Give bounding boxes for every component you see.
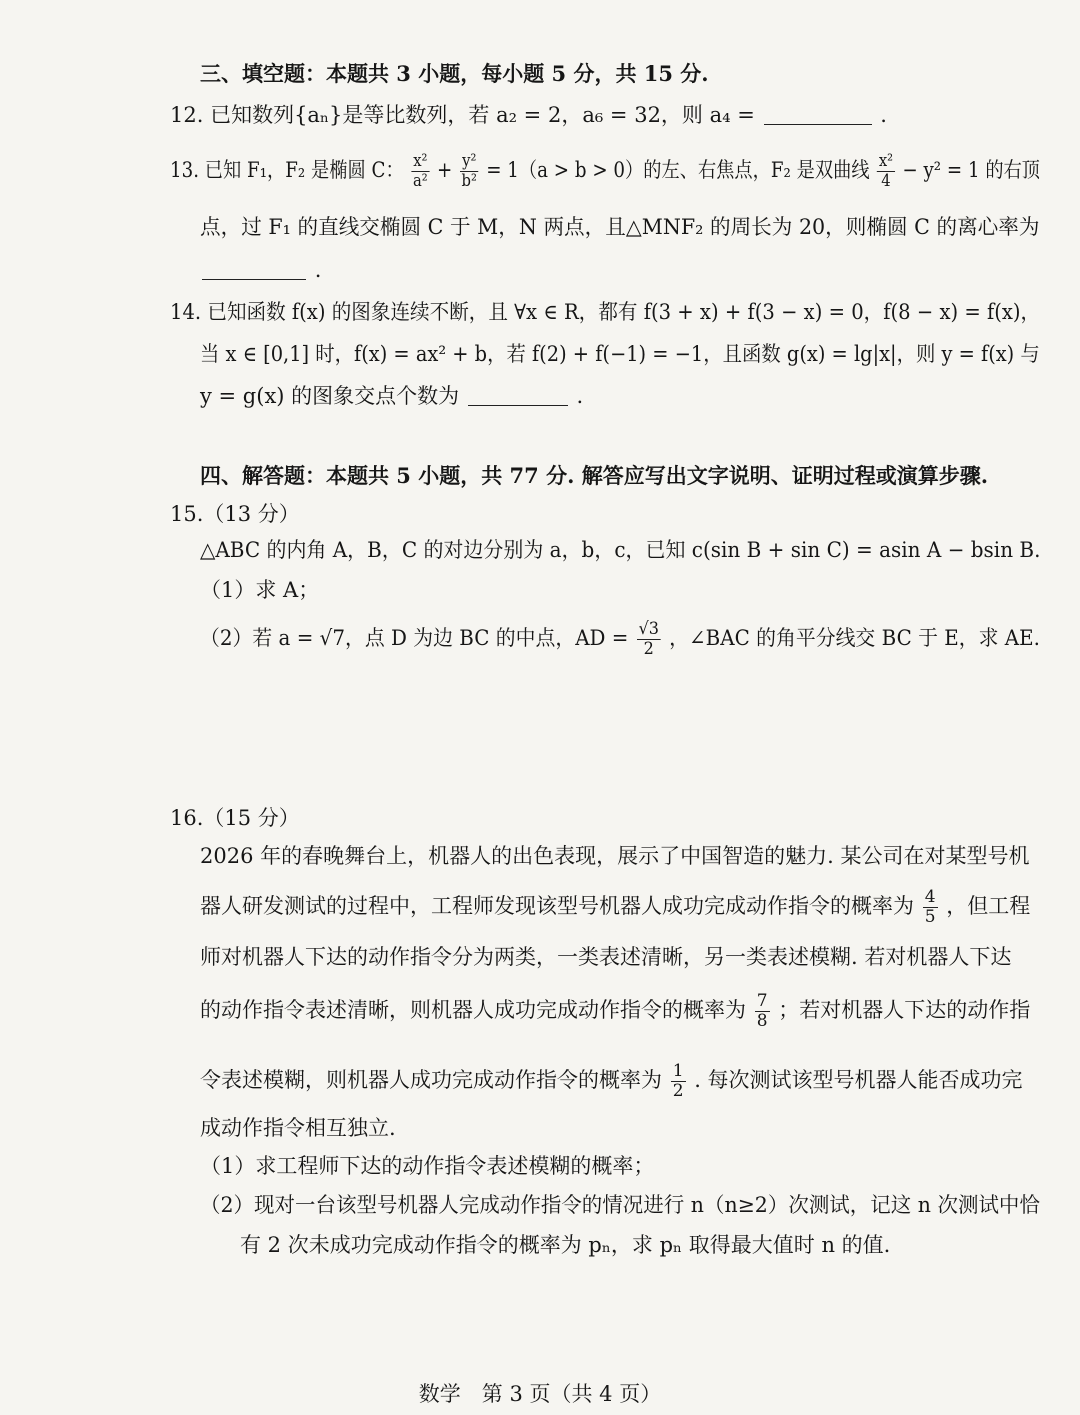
fraction-numerator: 1 [672,1061,684,1081]
question-16-line-3: 师对机器人下达的动作指令分为两类，一类表述清晰，另一类表述模糊. 若对机器人下达 [200,945,1012,969]
question-16-line-5 [200,1062,1023,1101]
question-13-start: 13. 已知 F₁，F₂ 是椭圆 C： [170,158,404,182]
question-16-line-5-end: . 每次测试该型号机器人能否成功完 [694,1068,1023,1092]
question-16-part-1: （1）求工程师下达的动作指令表述模糊的概率； [200,1154,655,1178]
question-16-part-2-line-2: 有 2 次未成功完成动作指令的概率为 pₙ，求 pₙ 取得最大值时 n 的值. [240,1233,891,1257]
question-16-line-5-start: 令表述模糊，则机器人成功完成动作指令的概率为 [200,1068,662,1092]
question-16-line-2-start: 器人研发测试的过程中，工程师发现该型号机器人成功完成动作指令的概率为 [200,894,914,918]
question-16-line-4-start: 的动作指令表述清晰，则机器人成功完成动作指令的概率为 [200,998,746,1022]
question-13-mid: = 1（a > b > 0）的左、右焦点，F₂ 是双曲线 [486,158,870,182]
fraction-numerator: x² [878,151,894,171]
question-14-line-2: 当 x ∈ [0,1] 时，f(x) = ax² + b，若 f(2) + f(−1) = −1，且函数 g(x) = lg|x|，则 y = f(x) 与 [200,342,1040,366]
question-16-title: 16.（15 分） [170,806,300,830]
fraction-denominator: a² [412,171,428,191]
question-12-end: . [880,103,887,127]
ellipse-x-fraction [411,152,429,191]
page-footer: 数学 第 3 页（共 4 页） [418,1382,662,1406]
question-16-line-4 [200,992,1030,1031]
fraction-denominator: 2 [672,1081,684,1101]
question-15-title: 15.（13 分） [170,502,300,526]
answer-blank [468,387,568,406]
question-15-statement: △ABC 的内角 A，B，C 的对边分别为 a，b，c，已知 c(sin B + sin C) = asin A − bsin B. [200,538,1041,562]
question-13-line-3 [200,256,321,284]
fraction-numerator: 4 [924,887,936,907]
question-16-line-2 [200,888,1030,927]
question-16-part-2-line-1: （2）现对一台该型号机器人完成动作指令的情况进行 n（n≥2）次测试，记这 n 次测试中恰 [200,1193,1040,1217]
fraction-denominator: 4 [881,171,891,191]
ad-fraction [637,620,661,659]
question-13 [170,152,1040,191]
question-16-line-4-end: ；若对机器人下达的动作指 [778,998,1031,1022]
fraction-numerator: y² [462,151,477,171]
question-14-text: y = g(x) 的图象交点个数为 [200,384,460,408]
answer-blank [202,261,306,280]
question-13-end: − y² = 1 的右顶 [902,158,1041,182]
question-16-line-1: 2026 年的春晚舞台上，机器人的出色表现，展示了中国智造的魅力. 某公司在对某型号机 [200,844,1030,868]
answer-blank [764,106,872,125]
probability-fraction [923,888,938,927]
question-15-part-2 [200,620,1040,659]
question-14-line-3 [200,382,583,410]
hyperbola-fraction [877,152,895,191]
question-12 [170,101,887,129]
ellipse-y-fraction [460,152,479,191]
fraction-denominator: b² [461,171,477,191]
fraction-numerator: 7 [756,991,768,1011]
section-3-heading: 三、填空题：本题共 3 小题，每小题 5 分，共 15 分. [200,61,709,86]
question-13-period: . [314,258,322,282]
section-4-heading: 四、解答题：本题共 5 小题，共 77 分. 解答应写出文字说明、证明过程或演算步骤. [200,463,989,488]
fraction-numerator: x² [413,151,428,171]
question-15-part-2-start: （2）若 a = √7，点 D 为边 BC 的中点，AD = [200,626,629,650]
question-16-line-2-end: ，但工程 [946,894,1031,918]
fraction-denominator: 2 [643,639,654,659]
question-12-text: 12. 已知数列{aₙ}是等比数列，若 a₂ = 2，a₆ = 32，则 a₄ = [170,103,755,127]
question-13-line-2: 点，过 F₁ 的直线交椭圆 C 于 M，N 两点，且△MNF₂ 的周长为 20，则椭圆 C 的离心率为 [200,215,1040,239]
question-14-period: . [576,384,584,408]
fraction-denominator: 5 [924,907,936,927]
probability-fraction [671,1062,686,1101]
plus-sign: + [436,158,453,182]
probability-fraction [755,992,770,1031]
question-15-part-2-end: ，∠BAC 的角平分线交 BC 于 E，求 AE. [669,626,1040,650]
question-15-part-1: （1）求 A； [200,578,320,602]
fraction-denominator: 8 [756,1011,768,1031]
question-14-line-1: 14. 已知函数 f(x) 的图象连续不断，且 ∀x ∈ R，都有 f(3 + x) + f(3 − x) = 0，f(8 − x) = f(x)， [170,300,1041,324]
question-16-line-6: 成动作指令相互独立. [200,1116,396,1140]
fraction-numerator: √3 [638,619,660,639]
